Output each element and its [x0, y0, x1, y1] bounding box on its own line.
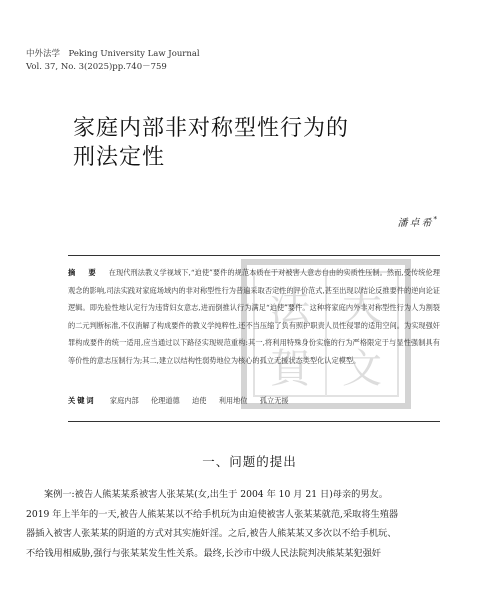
keyword: 利用地位	[218, 396, 248, 405]
keyword: 家庭内部	[109, 396, 139, 405]
svg-text:文: 文	[342, 346, 382, 392]
keywords-label: 关键词	[68, 396, 96, 405]
body-text	[26, 485, 474, 563]
svg-text:賀: 賀	[270, 346, 310, 392]
journal-name: 中外法学 Peking University Law Journal	[26, 49, 200, 59]
keyword: 伦理道德	[150, 396, 180, 405]
article-title-line-2: 刑法定性	[73, 145, 166, 170]
author-name: 潘卓希	[397, 218, 434, 229]
journal-issue: Vol. 37, No. 3(2025)pp.740－759	[26, 62, 167, 72]
author-footnote-mark: *	[433, 215, 439, 224]
body-line: 案例一:被告人熊某某系被害人张某某(女,出生于 2004 年 10 月 21 日)母亲的男友。	[44, 489, 388, 500]
abstract	[68, 264, 440, 369]
abstract-top-rule	[68, 255, 440, 256]
keywords	[68, 396, 440, 406]
author-byline	[398, 214, 440, 229]
svg-text:大: 大	[342, 284, 382, 330]
abstract-label: 摘 要	[68, 268, 99, 277]
journal-header	[26, 48, 200, 74]
svg-text:法: 法	[270, 284, 310, 330]
article-title	[73, 114, 349, 172]
keyword: 迫使	[192, 396, 207, 405]
section-heading: 一、问题的提出	[202, 454, 297, 469]
body-line: 不给钱用相威胁,强行与张某某发生性关系。最终,长沙市中级人民法院判决熊某某犯强奸	[26, 547, 381, 559]
keyword: 孤立无援	[259, 396, 289, 405]
article-title-line-1: 家庭内部非对称型性行为的	[73, 116, 350, 141]
abstract-bottom-rule	[68, 421, 440, 422]
abstract-text: 在现代刑法教义学视域下,“迫使”要件的规范本质在于对被害人意志自由的实质性压制。然而,受传统伦理观念的影响,司法实践对家庭场域内的非对称型性行为普遍采取否定性的评价范式,甚至出现以结论反推要件的逆向论证逻辑。即先验性地认定行为违背妇女意志,进而倒推认行为满足“迫使”要件。这种将家庭内外非对称型性行为人为割裂的二元判断标准,不仅消解了构成要件的教义学纯粹性,还不当压缩了负有照护职责人员性侵罪的适用空间。为实现强奸罪构成要件的统一适用,应当通过以下路径实现规范重构:其一,将利用特殊身份实施的行为严格限定于与显性强制具有等价性的意志压制行为;其二,建立以结构性弱势地位为核心的孤立无援状态类型化认定模型。	[68, 268, 440, 365]
body-line: 器插入被害人张某某的阴道的方式对其实施奸淫。之后,被告人熊某某又多次以不给手机玩、	[26, 528, 397, 539]
body-line: 2019 年上半年的一天,被告人熊某某以不给手机玩为由迫使被害人张某某就范,采取将生殖器	[26, 508, 399, 520]
